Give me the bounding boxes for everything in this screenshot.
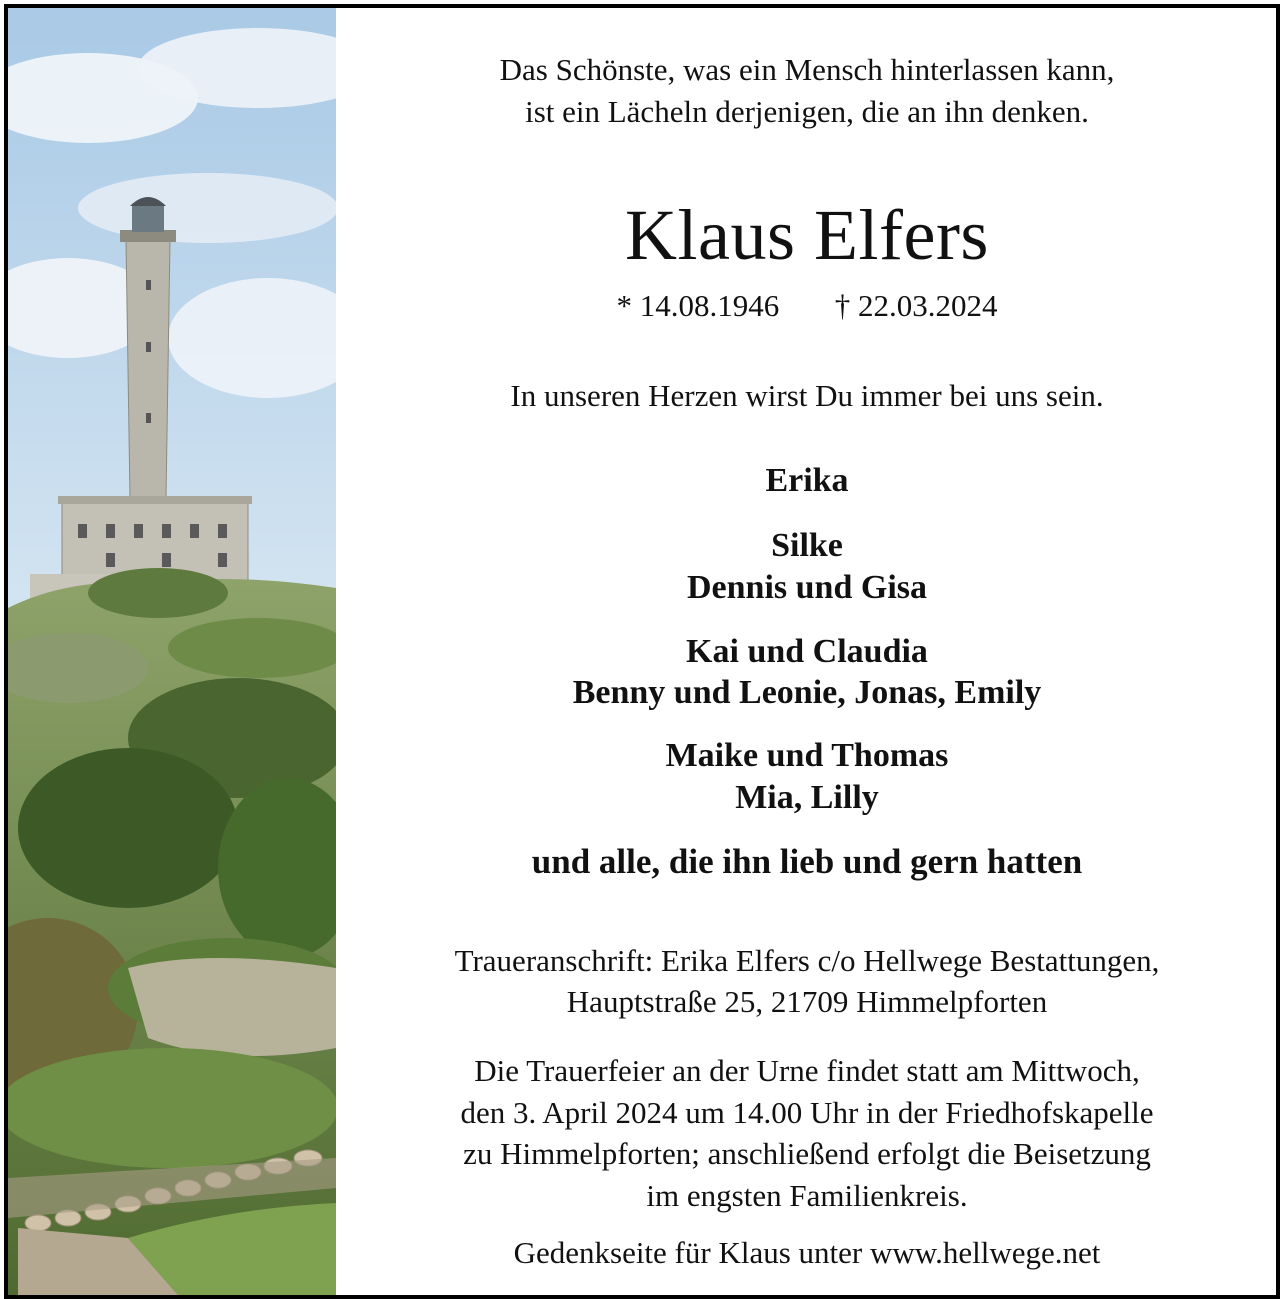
deceased-name: Klaus Elfers [625,195,989,275]
address-line-2: Hauptstraße 25, 21709 Himmelpforten [566,984,1048,1019]
lighthouse-photo [8,8,336,1295]
mourner-grandchildren-2: Mia, Lilly [735,779,879,816]
obituary-notice [4,4,1280,1299]
lighthouse-illustration [8,8,336,1295]
mourner-kai-claudia: Kai und Claudia [686,633,928,670]
obituary-text [338,8,1276,1295]
death-date: † 22.03.2024 [834,288,998,323]
address-line-1: Traueranschrift: Erika Elfers c/o Hellwege Bestattungen, [454,943,1160,978]
birth-date: * 14.08.1946 [616,288,780,323]
farewell-line: In unseren Herzen wirst Du immer bei uns sein. [510,378,1104,413]
mourner-all: und alle, die ihn lieb und gern hatten [531,842,1083,881]
mourner-dennis-gisa: Dennis und Gisa [687,569,927,606]
mourner-erika: Erika [765,462,849,499]
motto-line-1: Das Schönste, was ein Mensch hinterlassen kann, [499,52,1115,87]
mourner-silke: Silke [771,527,843,564]
memorial-page-link[interactable]: Gedenkseite für Klaus unter www.hellwege.net [513,1235,1101,1270]
ceremony-line-3: zu Himmelpforten; anschließend erfolgt die Beisetzung [463,1136,1151,1171]
ceremony-line-1: Die Trauerfeier an der Urne findet statt am Mittwoch, [474,1053,1140,1088]
ceremony-line-2: den 3. April 2024 um 14.00 Uhr in der Friedhofskapelle [460,1095,1154,1130]
mourner-maike-thomas: Maike und Thomas [665,737,949,774]
motto-line-2: ist ein Lächeln derjenigen, die an ihn denken. [525,94,1089,129]
ceremony-line-4: im engsten Familienkreis. [646,1178,968,1213]
mourner-grandchildren-1: Benny und Leonie, Jonas, Emily [572,674,1042,711]
life-dates [338,288,1276,324]
